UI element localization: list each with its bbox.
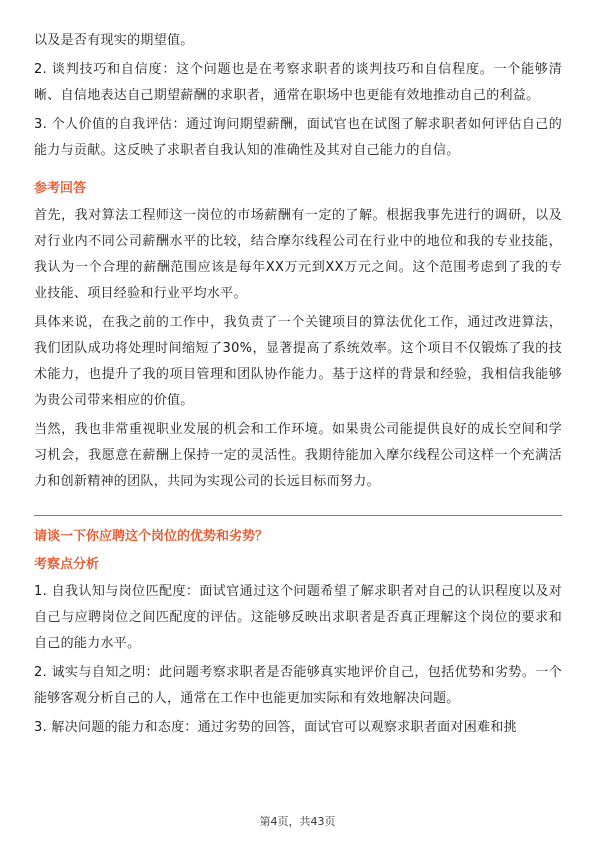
document-page xyxy=(34,28,562,741)
question-title: 请谈一下你应聘这个岗位的优势和劣势？ xyxy=(34,529,269,544)
analysis-heading: 考察点分析 xyxy=(34,557,100,572)
body-paragraph: 首先，我对算法工程师这一岗位的市场薪酬有一定的了解。根据我事先进行的调研，以及对行业内不同公司薪酬水平的比较，结合摩尔线程公司在行业中的地位和我的专业技能，我认为一个合理的薪酬范围应该是每年XX万元到XX万元之间。这个范围考虑到了我的专业技能、项目经验和行业平均水平。 xyxy=(34,208,562,301)
body-paragraph: 当然，我也非常重视职业发展的机会和工作环境。如果贵公司能提供良好的成长空间和学习机会，我愿意在薪酬上保持一定的灵活性。我期待能加入摩尔线程公司这样一个充满活力和创新精神的团队，共同为实现公司的长远目标而努力。 xyxy=(34,422,562,489)
body-paragraph: 3. 解决问题的能力和态度：通过劣势的回答，面试官可以观察求职者面对困难和挑 xyxy=(34,720,517,735)
body-paragraph: 1. 自我认知与岗位匹配度：面试官通过这个问题希望了解求职者对自己的认识程度以及对自己与应聘岗位之间匹配度的评估。这能够反映出求职者是否真正理解这个岗位的要求和自己的能力水平。 xyxy=(34,584,562,651)
reference-answer-heading: 参考回答 xyxy=(34,181,87,196)
body-paragraph: 以及是否有现实的期望值。 xyxy=(34,33,194,48)
body-paragraph: 具体来说，在我之前的工作中，我负责了一个关键项目的算法优化工作，通过改进算法，我们团队成功将处理时间缩短了30%，显著提高了系统效率。这个项目不仅锻炼了我的技术能力，也提升了我的项目管理和团队协作能力。基于这样的背景和经验，我相信我能够为贵公司带来相应的价值。 xyxy=(34,315,562,408)
body-paragraph: 2. 诚实与自知之明：此问题考察求职者是否能够真实地评价自己，包括优势和劣势。一个能够客观分析自己的人，通常在工作中也能更加实际和有效地解决问题。 xyxy=(34,665,562,706)
page-number-footer: 第4页，共43页 xyxy=(259,815,336,828)
section-divider xyxy=(34,515,562,516)
body-paragraph: 2. 谈判技巧和自信度：这个问题也是在考察求职者的谈判技巧和自信程度。一个能够清晰、自信地表达自己期望薪酬的求职者，通常在职场中也更能有效地推动自己的利益。 xyxy=(34,62,562,103)
body-paragraph: 3. 个人价值的自我评估：通过询问期望薪酬，面试官也在试图了解求职者如何评估自己的能力与贡献。这反映了求职者自我认知的准确性及其对自己能力的自信。 xyxy=(34,117,562,158)
